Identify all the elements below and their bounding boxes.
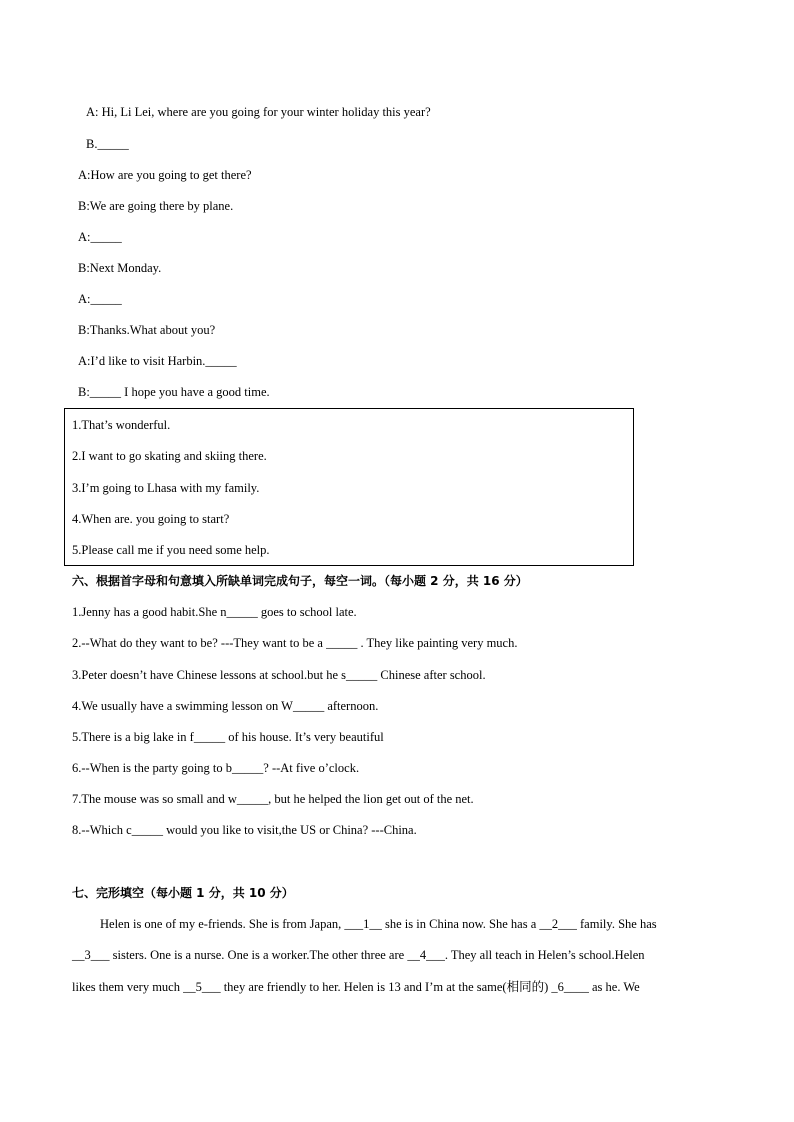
option-item: 5.Please call me if you need some help. — [72, 543, 270, 557]
question-item: 8.--Which c_____ would you like to visit,the US or China? ---China. — [72, 823, 417, 837]
passage-line: Helen is one of my e-friends. She is from Japan, ___1__ she is in China now. She has a __2___ family. She has — [100, 917, 657, 931]
dialogue-line: B:_____ I hope you have a good time. — [78, 385, 270, 399]
dialogue-line: A: Hi, Li Lei, where are you going for your winter holiday this year? — [86, 105, 431, 119]
question-item: 7.The mouse was so small and w_____, but he helped the lion get out of the net. — [72, 792, 474, 806]
dialogue-line: A:_____ — [78, 292, 122, 306]
dialogue-line: A:How are you going to get there? — [78, 168, 252, 182]
option-item: 3.I’m going to Lhasa with my family. — [72, 481, 260, 495]
question-item: 5.There is a big lake in f_____ of his house. It’s very beautiful — [72, 730, 384, 744]
dialogue-line: A:I’d like to visit Harbin._____ — [78, 354, 237, 368]
dialogue-line: B:Thanks.What about you? — [78, 323, 216, 337]
options-box — [64, 408, 634, 566]
question-item: 6.--When is the party going to b_____? --At five o’clock. — [72, 761, 360, 775]
dialogue-line: B:Next Monday. — [78, 261, 162, 275]
dialogue-line: B:We are going there by plane. — [78, 199, 234, 213]
question-item: 1.Jenny has a good habit.She n_____ goes to school late. — [72, 605, 357, 619]
option-item: 1.That’s wonderful. — [72, 418, 171, 432]
passage-line: __3___ sisters. One is a nurse. One is a worker.The other three are __4___. They all teach in Helen’s school.Helen — [72, 948, 645, 962]
question-item: 2.--What do they want to be? ---They want to be a _____ . They like painting very much. — [72, 636, 518, 650]
dialogue-line: B._____ — [86, 137, 129, 151]
question-item: 3.Peter doesn’t have Chinese lessons at school.but he s_____ Chinese after school. — [72, 668, 486, 682]
section-6-heading: 六、根据首字母和句意填入所缺单词完成句子，每空一词。（每小题 2 分，共 16 分） — [72, 574, 528, 588]
option-item: 4.When are. you going to start? — [72, 512, 230, 526]
dialogue-line: A:_____ — [78, 230, 122, 244]
question-item: 4.We usually have a swimming lesson on W_____ afternoon. — [72, 699, 379, 713]
passage-line: likes them very much __5___ they are friendly to her. Helen is 13 and I’m at the same(相同的) _6____ as he. We — [72, 980, 640, 994]
section-7-heading: 七、完形填空（每小题 1 分，共 10 分） — [72, 886, 294, 900]
option-item: 2.I want to go skating and skiing there. — [72, 449, 267, 463]
